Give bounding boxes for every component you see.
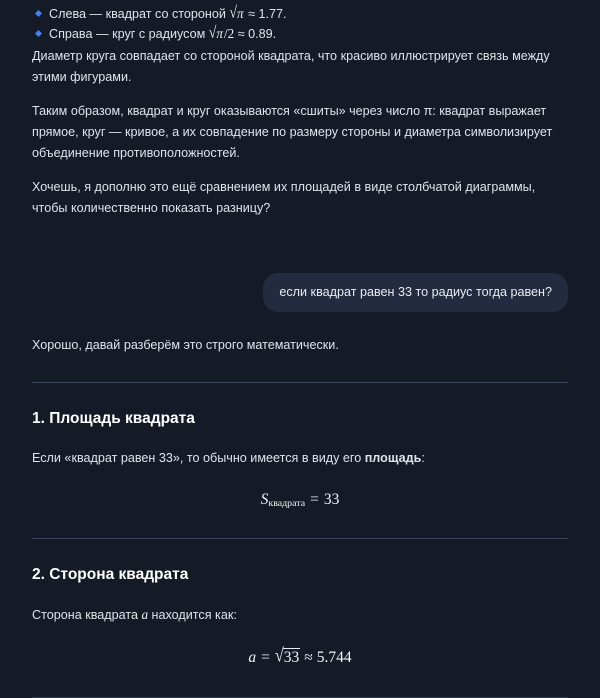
assistant-message	[32, 0, 568, 219]
formula-approx-sign: ≈	[304, 649, 313, 667]
formula-relation: =	[261, 649, 270, 667]
formula-symbol: a	[248, 649, 257, 667]
formula-approx-value: 5.744	[316, 649, 352, 667]
inline-math-a: a	[141, 607, 149, 623]
section-2-lead-after: находится как:	[148, 608, 237, 623]
assistant-bullet-list	[32, 4, 568, 44]
inline-math-sqrt-pi-over-2: √π/2	[208, 23, 235, 41]
section-2-lead-before: Сторона квадрата	[32, 608, 142, 623]
formula-value: 33	[323, 491, 340, 508]
assistant-paragraph-2: Таким образом, квадрат и круг оказываются «сшиты» через число π: квадрат выражает прямое, круг — кривое, а их совпадение по размеру стороны и диаметра символизирует объединение противоположностей.	[32, 104, 553, 160]
assistant-answer	[32, 335, 568, 698]
section-heading-1: 1. Площадь квадрата	[32, 410, 195, 427]
formula-sqrt: √33	[274, 645, 300, 667]
assistant-paragraph-3: Хочешь, я дополню это ещё сравнением их площадей в виде столбчатой диаграммы, чтобы количественно показать разницу?	[32, 180, 536, 215]
section-divider	[32, 538, 568, 539]
list-item	[32, 24, 568, 44]
list-item-suffix: ≈ 0.89.	[234, 27, 277, 41]
display-formula-square-side	[32, 645, 568, 667]
formula-relation: =	[310, 491, 319, 508]
diamond-bullet-icon	[35, 10, 42, 17]
user-message-row	[32, 273, 568, 312]
section-2-lead	[32, 604, 568, 626]
formula-symbol: S	[260, 491, 269, 508]
list-item-text: Справа — круг с радиусом	[49, 27, 209, 41]
list-item-suffix: ≈ 1.77.	[244, 7, 287, 21]
formula-subscript: квадрата	[268, 498, 306, 510]
section-1-lead	[32, 448, 568, 469]
formula-radicand: 33	[283, 648, 300, 666]
diamond-bullet-icon	[35, 30, 42, 37]
answer-intro: Хорошо, давай разберём это строго математически.	[32, 338, 339, 352]
section-1-lead-bold: площадь	[364, 451, 422, 465]
section-1-lead-before: Если «квадрат равен 33», то обычно имеется в виду его	[32, 451, 365, 465]
display-formula-square-area	[32, 491, 568, 509]
user-message-bubble[interactable]: если квадрат равен 33 то радиус тогда равен?	[263, 273, 568, 312]
assistant-paragraph-1: Диаметр круга совпадает со стороной квадрата, что красиво иллюстрирует связь между этими фигурами.	[32, 49, 550, 84]
section-heading-2: 2. Сторона квадрата	[32, 566, 189, 584]
list-item	[32, 4, 568, 24]
section-divider	[32, 382, 568, 383]
section-1-lead-after: :	[421, 451, 425, 465]
list-item-text: Слева — квадрат со стороной	[49, 7, 230, 21]
inline-math-sqrt-pi: √π	[229, 3, 244, 21]
